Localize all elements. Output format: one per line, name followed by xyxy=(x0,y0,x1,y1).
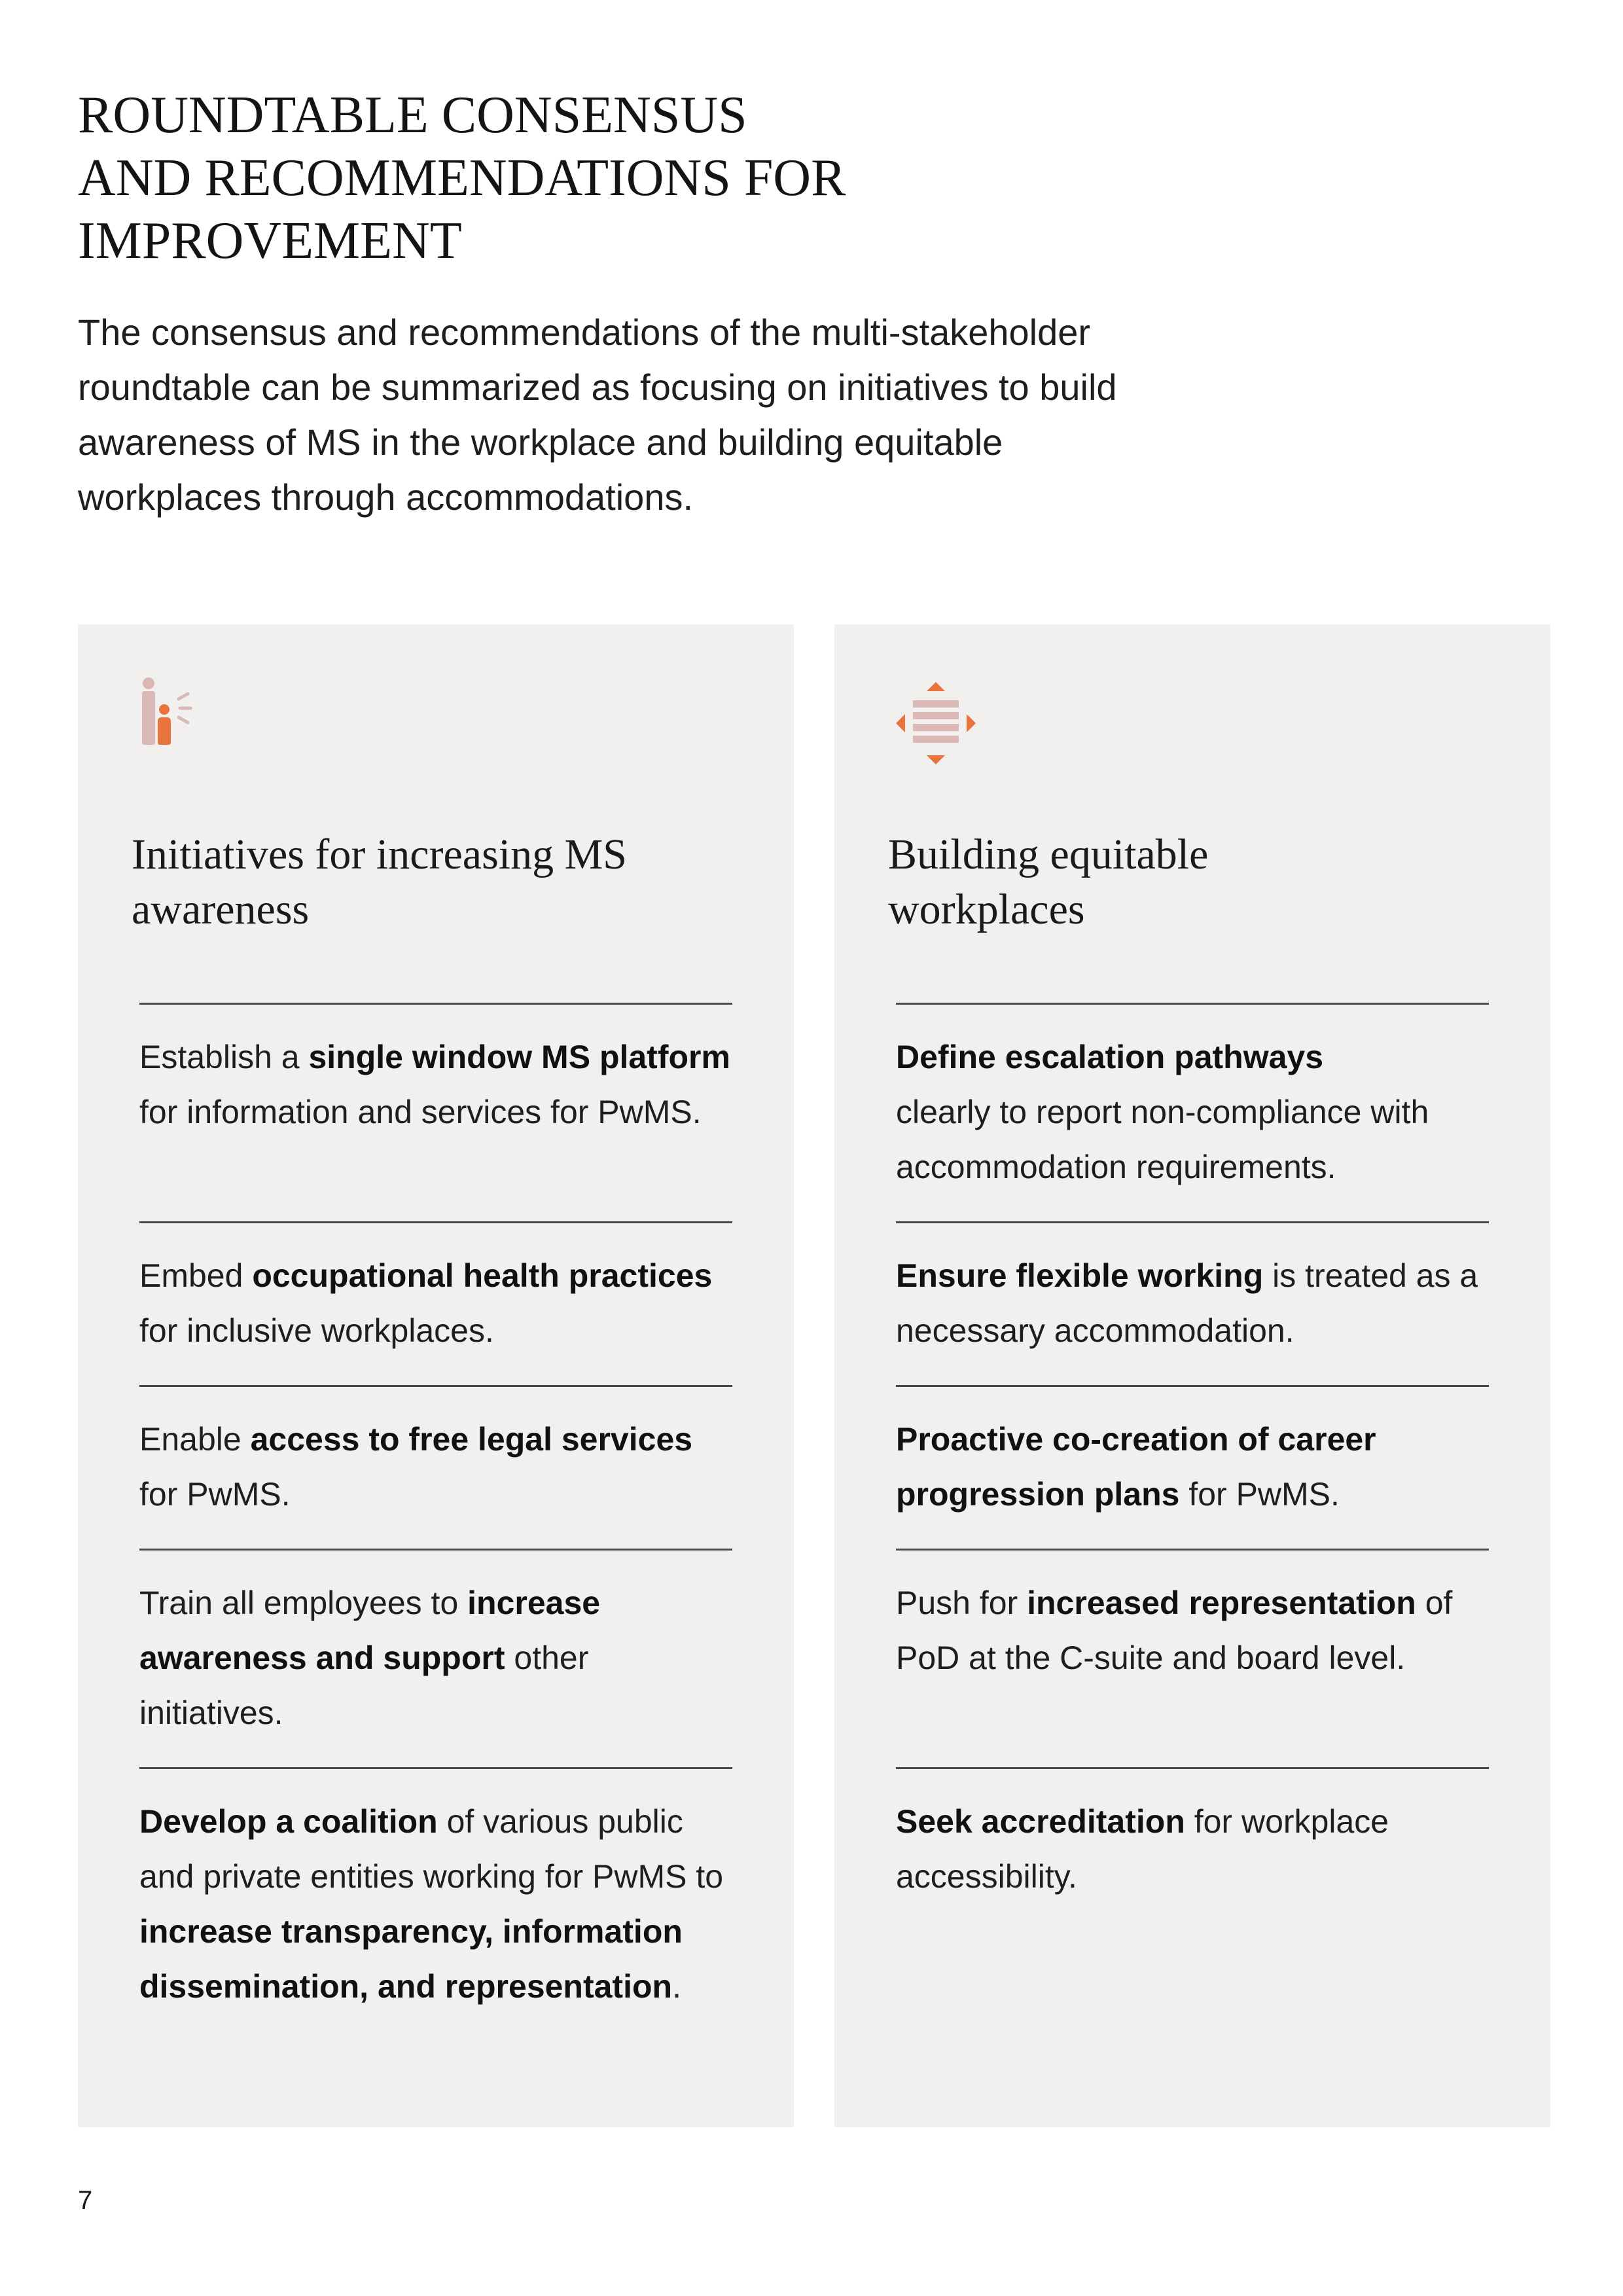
title-line-1: ROUNDTABLE CONSENSUS xyxy=(78,86,747,144)
awareness-item-5: Develop a coalition of various public and private entities working for PwMS to increase transparency, information dissemination, and representation. xyxy=(139,1767,732,2014)
equitable-panel-title: Building equitable workplaces xyxy=(888,831,1209,933)
people-awareness-icon xyxy=(130,674,228,772)
equitable-item-1: Define escalation pathways clearly to report non-compliance with accommodation requirements. xyxy=(896,1003,1489,1194)
awareness-item-4: Train all employees to increase awareness and support other initiatives. xyxy=(139,1549,732,1740)
equitable-item-5: Seek accreditation for workplace accessibility. xyxy=(896,1767,1489,1904)
equitable-workplaces-panel xyxy=(834,624,1550,2127)
equitable-item-4: Push for increased representation of PoD at the C-suite and board level. xyxy=(896,1549,1489,1685)
equitable-item-3: Proactive co-creation of career progression plans for PwMS. xyxy=(896,1385,1489,1522)
page-number: 7 xyxy=(78,2186,93,2215)
awareness-item-1: Establish a single window MS platform for information and services for PwMS. xyxy=(139,1003,732,1139)
awareness-item-3: Enable access to free legal services for PwMS. xyxy=(139,1385,732,1522)
expand-arrows-icon xyxy=(887,674,985,772)
awareness-item-2: Embed occupational health practices for inclusive workplaces. xyxy=(139,1221,732,1358)
equitable-item-2: Ensure flexible working is treated as a necessary accommodation. xyxy=(896,1221,1489,1358)
title-line-2: AND RECOMMENDATIONS FOR xyxy=(78,149,846,207)
awareness-panel xyxy=(78,624,794,2127)
title-line-3: IMPROVEMENT xyxy=(78,212,462,270)
awareness-panel-title: Initiatives for increasing MS awareness xyxy=(132,831,628,933)
page-title xyxy=(78,84,1060,272)
intro-paragraph: The consensus and recommendations of the multi-stakeholder roundtable can be summarized as focusing on initiatives to build awareness of MS in the workplace and building equitable workplaces through accommodations. xyxy=(78,312,1117,518)
